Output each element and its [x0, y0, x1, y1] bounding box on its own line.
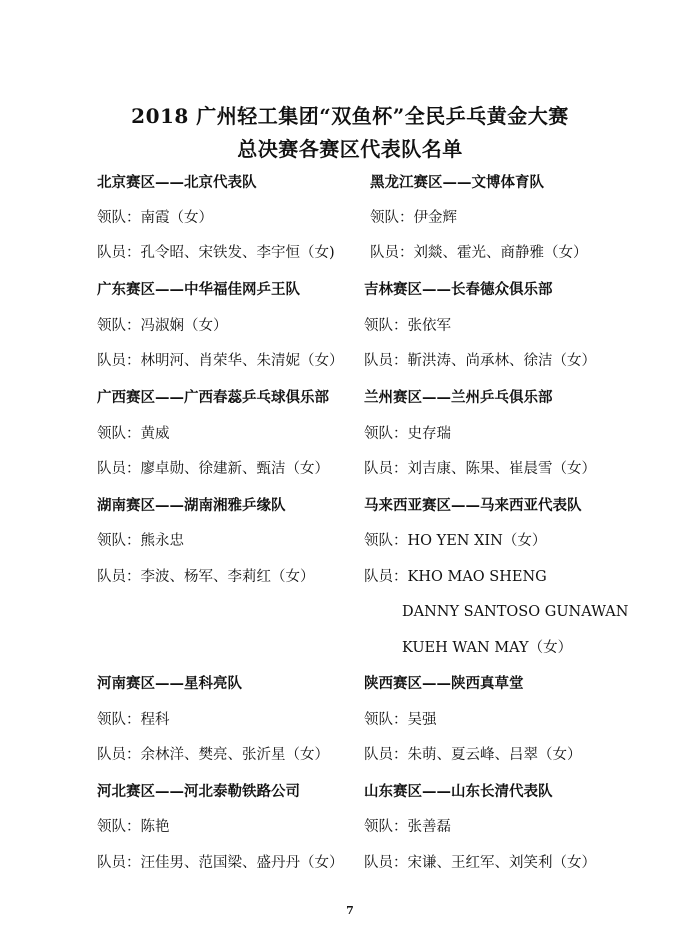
team-members: KUEH WAN MAY（女） — [402, 640, 573, 656]
team-members: 队员：宋谦、王红军、刘笑利（女） — [364, 855, 596, 871]
team-members: 队员：刘燚、霍光、商静雅（女） — [370, 245, 588, 261]
team-members: 队员：孔令昭、宋铁发、李宇恒（女) — [97, 245, 335, 261]
team-header: 北京赛区——北京代表队 — [97, 174, 257, 191]
team-header: 马来西亚赛区——马来西亚代表队 — [364, 497, 582, 514]
team-members: 队员：KHO MAO SHENG — [364, 569, 547, 585]
team-members: 队员：汪佳男、范国梁、盛丹丹（女） — [97, 855, 344, 871]
team-members: 队员：靳洪涛、尚承林、徐洁（女） — [364, 353, 596, 369]
team-leader: 领队：程科 — [97, 712, 170, 728]
team-leader: 领队：南霞（女） — [97, 210, 213, 226]
team-members: 队员：朱萌、夏云峰、吕翠（女） — [364, 747, 582, 763]
team-leader: 领队：伊金辉 — [370, 210, 457, 226]
team-leader: 领队：史存瑞 — [364, 426, 451, 442]
team-members: 队员：林明河、肖荣华、朱清妮（女） — [97, 353, 344, 369]
team-members: 队员：余林洋、樊亮、张沂星（女） — [97, 747, 329, 763]
team-header: 广西赛区——广西春蕊乒乓球俱乐部 — [97, 389, 329, 406]
team-members: DANNY SANTOSO GUNAWAN — [402, 604, 629, 620]
team-header: 河南赛区——星科亮队 — [97, 675, 242, 692]
team-members: 队员：廖卓勋、徐建新、甄洁（女） — [97, 461, 329, 477]
team-header: 河北赛区——河北泰勒铁路公司 — [97, 783, 300, 800]
team-header: 兰州赛区——兰州乒乓俱乐部 — [364, 389, 553, 406]
team-members: 队员：李波、杨军、李莉红（女） — [97, 569, 315, 585]
team-leader: 领队：熊永忠 — [97, 533, 184, 549]
team-members: 队员：刘吉康、陈果、崔晨雪（女） — [364, 461, 596, 477]
team-leader: 领队：陈艳 — [97, 819, 170, 835]
team-header: 黑龙江赛区——文博体育队 — [370, 174, 544, 191]
team-leader: 领队：张依军 — [364, 318, 451, 334]
title-line-2: 总决赛各赛区代表队名单 — [237, 137, 463, 161]
team-header: 广东赛区——中华福佳网乒王队 — [97, 281, 300, 298]
team-header: 陕西赛区——陕西真草堂 — [364, 675, 524, 692]
title-line-1: 2018 广州轻工集团“双鱼杯”全民乒乓黄金大赛 — [131, 104, 569, 128]
page-number: 7 — [346, 904, 354, 917]
team-leader: 领队：张善磊 — [364, 819, 451, 835]
team-header: 山东赛区——山东长清代表队 — [364, 783, 553, 800]
team-leader: 领队：黄威 — [97, 426, 170, 442]
team-leader: 领队：吴强 — [364, 712, 437, 728]
team-header: 吉林赛区——长春德众俱乐部 — [364, 281, 553, 298]
team-leader: 领队：冯淑娴（女） — [97, 318, 228, 334]
team-leader: 领队：HO YEN XIN（女） — [364, 533, 547, 549]
team-header: 湖南赛区——湖南湘雅乒缘队 — [97, 497, 286, 514]
